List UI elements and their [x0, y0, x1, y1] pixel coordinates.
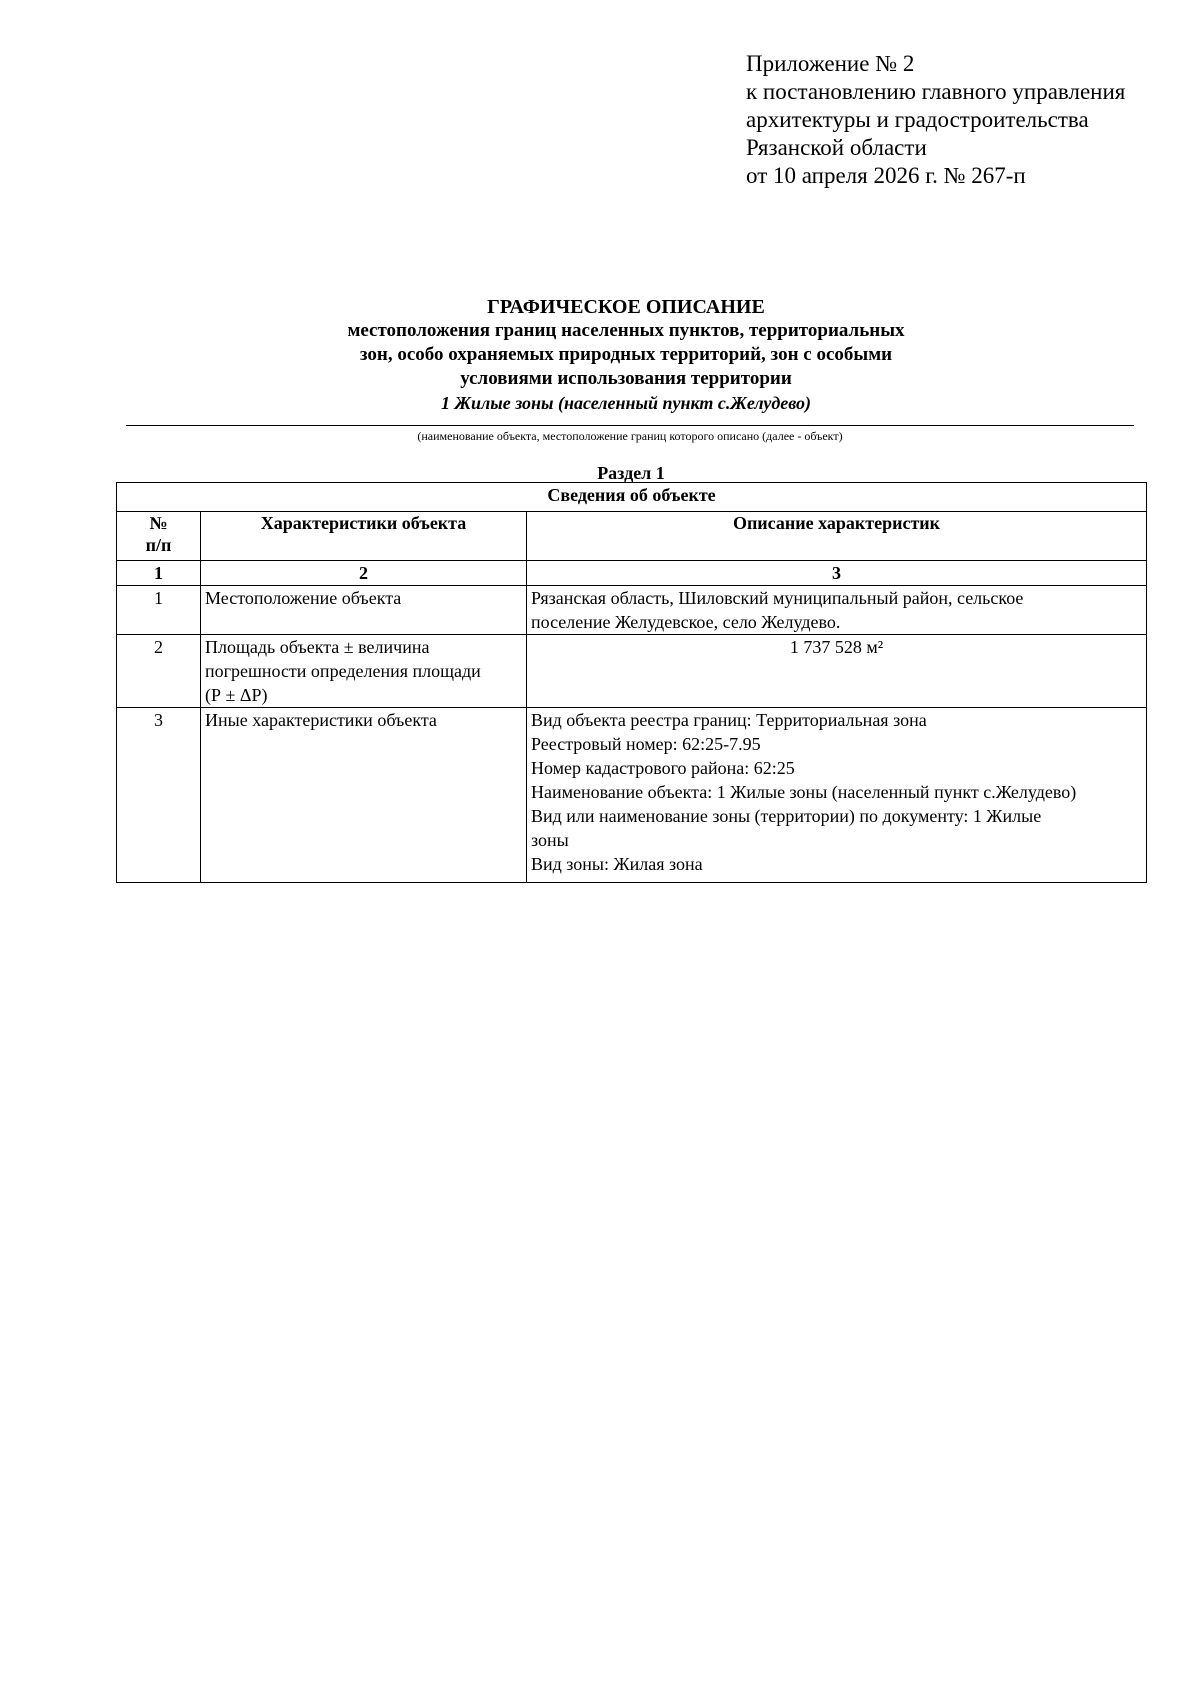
column-number-1: 1 — [117, 561, 201, 586]
row-description — [527, 635, 1147, 708]
row-description-line: Номер кадастрового района: 62:25 — [531, 758, 795, 778]
table-row — [117, 708, 1147, 883]
row-description-line: зоны — [531, 830, 569, 850]
column-number-row — [117, 561, 1147, 586]
row-description — [527, 708, 1147, 883]
area-value: 1 737 528 м² — [789, 637, 884, 657]
row-description-line: Наименование объекта: 1 Жилые зоны (населенный пункт с.Желудево) — [531, 782, 1077, 802]
row-description-line: Реестровый номер: 62:25-7.95 — [531, 734, 761, 754]
object-info-table — [116, 482, 1147, 883]
row-description-line: Рязанская область, Шиловский муниципальный район, сельское — [531, 588, 1024, 608]
row-description-line: Вид объекта реестра границ: Территориальная зона — [531, 710, 927, 730]
column-number-3: 3 — [527, 561, 1147, 586]
row-characteristic — [201, 708, 527, 883]
column-header-description: Описание характеристик — [527, 512, 1147, 561]
row-characteristic — [201, 635, 527, 708]
column-header-num-line-2: п/п — [145, 535, 172, 555]
object-name-underline — [126, 425, 1134, 426]
appendix-line-3: архитектуры и градостроительства — [746, 107, 1089, 132]
row-description-line: поселение Желудевское, село Желудево. — [531, 612, 841, 632]
table-caption: Сведения об объекте — [117, 483, 1147, 512]
row-characteristic-line: Местоположение объекта — [205, 588, 402, 608]
object-name-note: (наименование объекта, местоположение границ которого описано (далее - объект) — [417, 429, 843, 443]
appendix-line-5: от 10 апреля 2026 г. № 267-п — [746, 163, 1026, 188]
table-row — [117, 586, 1147, 635]
column-header-num-line-1: № — [149, 513, 168, 533]
row-characteristic-line: (Р ± ΔР) — [205, 685, 268, 705]
document-title-block — [116, 295, 1136, 415]
row-number: 2 — [117, 635, 201, 708]
column-header-num — [117, 512, 201, 561]
appendix-block — [746, 50, 1125, 190]
row-characteristic — [201, 586, 527, 635]
object-name: 1 Жилые зоны (населенный пункт с.Желудево) — [440, 393, 812, 413]
document-subtitle-line-1: местоположения границ населенных пунктов, территориальных — [347, 320, 905, 341]
row-description-line: Вид или наименование зоны (территории) по документу: 1 Жилые — [531, 806, 1042, 826]
row-number: 1 — [117, 586, 201, 635]
row-description-line: Вид зоны: Жилая зона — [531, 854, 703, 874]
row-description — [527, 586, 1147, 635]
appendix-line-1: Приложение № 2 — [746, 51, 915, 76]
appendix-line-4: Рязанской области — [746, 135, 927, 160]
document-title: ГРАФИЧЕСКОЕ ОПИСАНИЕ — [487, 296, 765, 318]
table-header-row — [117, 512, 1147, 561]
row-characteristic-line: Площадь объекта ± величина — [205, 637, 430, 657]
row-characteristic-line: погрешности определения площади — [205, 661, 481, 681]
document-subtitle-line-3: условиями использования территории — [460, 368, 792, 389]
document-subtitle-line-2: зон, особо охраняемых природных территорий, зон с особыми — [359, 344, 893, 365]
row-characteristic-line: Иные характеристики объекта — [205, 710, 437, 730]
appendix-line-2: к постановлению главного управления — [746, 79, 1126, 104]
table-caption-row — [117, 483, 1147, 512]
section-title: Раздел 1 — [597, 463, 665, 483]
column-number-2: 2 — [201, 561, 527, 586]
table-row — [117, 635, 1147, 708]
column-header-characteristics: Характеристики объекта — [201, 512, 527, 561]
row-number: 3 — [117, 708, 201, 883]
